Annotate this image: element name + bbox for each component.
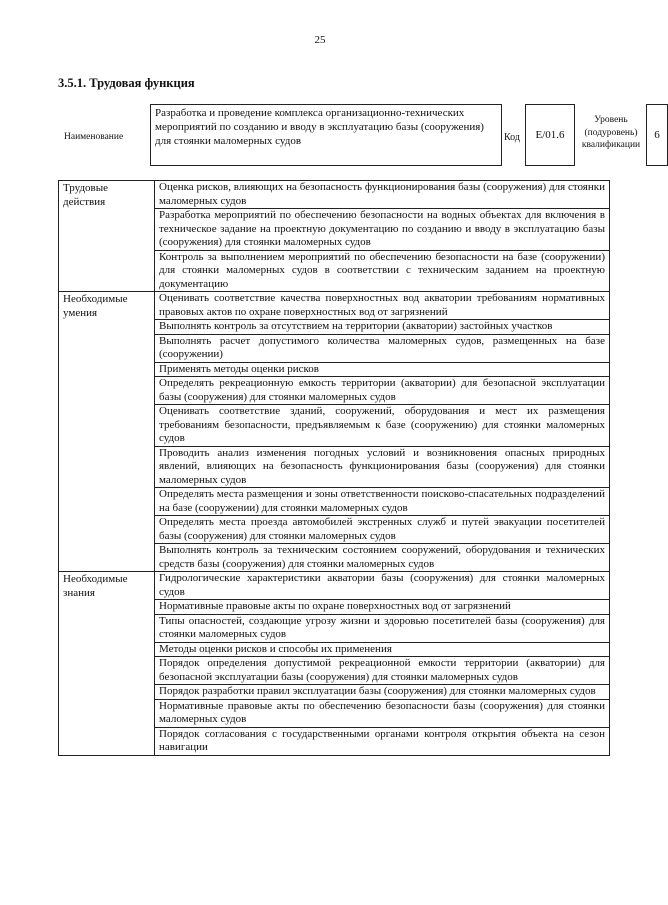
- requirement-item: Применять методы оценки рисков: [155, 362, 610, 377]
- requirement-item: Оценивать соответствие качества поверхностных вод акватории требованиям нормативных правовых актов по охране поверхностных вод от загрязнений: [155, 292, 610, 320]
- function-header: [58, 104, 660, 166]
- requirement-item: Методы оценки рисков и способы их применения: [155, 642, 610, 657]
- requirement-item: Порядок согласования с государственными органами контроля открытия объекта на сезон навигации: [155, 727, 610, 755]
- level-value: 6: [646, 104, 668, 166]
- section-title: 3.5.1. Трудовая функция: [58, 76, 195, 90]
- table-row: [59, 181, 610, 209]
- code-label: Код: [504, 132, 520, 143]
- page-number: 25: [314, 34, 326, 46]
- requirement-item: Определять места размещения и зоны ответственности поисково-спасательных подразделений на базе (сооружении) для стоянки маломерных судов: [155, 488, 610, 516]
- table-row: [59, 572, 610, 600]
- table-row: [59, 292, 610, 320]
- group-label: Необходимые знания: [59, 572, 155, 756]
- requirement-item: Типы опасностей, создающие угрозу жизни и здоровью посетителей базы (сооружения) для стоянки маломерных судов: [155, 614, 610, 642]
- name-label: Наименование: [64, 132, 124, 142]
- requirement-item: Оценка рисков, влияющих на безопасность функционирования базы (сооружения) для стоянки маломерных судов: [155, 181, 610, 209]
- requirements-table: [58, 180, 610, 756]
- requirement-item: Порядок разработки правил эксплуатации базы (сооружения) для стоянки маломерных судов: [155, 685, 610, 700]
- requirement-item: Выполнять контроль за отсутствием на территории (акватории) застойных участков: [155, 320, 610, 335]
- requirement-item: Гидрологические характеристики акватории базы (сооружения) для стоянки маломерных судов: [155, 572, 610, 600]
- requirement-item: Контроль за выполнением мероприятий по обеспечению безопасности на базе (сооружении) для стоянки маломерных судов в соответствии с техническим заданием на проектную документацию: [155, 250, 610, 292]
- requirement-item: Выполнять контроль за техническим состоянием сооружений, оборудования и технических средств базы (сооружения) для стоянки маломерных судов: [155, 544, 610, 572]
- requirement-item: Определять рекреационную емкость территории (акватории) для безопасной эксплуатации базы (сооружения) для стоянки маломерных судов: [155, 377, 610, 405]
- level-label: Уровень (подуровень) квалификации: [581, 115, 641, 150]
- requirement-item: Оценивать соответствие зданий, сооружений, оборудования и мест их размещения требованиям безопасности, предъявляемым к базе (сооружению) для стоянки маломерных судов: [155, 405, 610, 447]
- group-label: Трудовые действия: [59, 181, 155, 292]
- name-value: Разработка и проведение комплекса организационно-технических мероприятий по созданию и вводу в эксплуатацию базы (сооружения) для стоянки маломерных судов: [150, 104, 502, 166]
- requirements-table-body: [59, 181, 610, 756]
- requirement-item: Порядок определения допустимой рекреационной емкости территории (акватории) для безопасной эксплуатации базы (сооружения) для стоянки маломерных судов: [155, 657, 610, 685]
- requirement-item: Определять места проезда автомобилей экстренных служб и путей эвакуации посетителей базы (сооружения) для стоянки маломерных судов: [155, 516, 610, 544]
- requirement-item: Выполнять расчет допустимого количества маломерных судов, размещенных на базе (сооружении): [155, 334, 610, 362]
- group-label: Необходимые умения: [59, 292, 155, 572]
- requirement-item: Нормативные правовые акты по охране поверхностных вод от загрязнений: [155, 600, 610, 615]
- code-value: E/01.6: [525, 104, 575, 166]
- requirement-item: Нормативные правовые акты по обеспечению безопасности базы (сооружения) для стоянки маломерных судов: [155, 699, 610, 727]
- requirement-item: Проводить анализ изменения погодных условий и возникновения опасных природных явлений, влияющих на безопасность функционирования базы (сооружения) для стоянки маломерных судов: [155, 446, 610, 488]
- requirement-item: Разработка мероприятий по обеспечению безопасности на водных объектах для включения в техническое задание на проектную документацию по созданию и вводу в эксплуатацию базы (сооружения) для стоянки маломерных судов: [155, 209, 610, 251]
